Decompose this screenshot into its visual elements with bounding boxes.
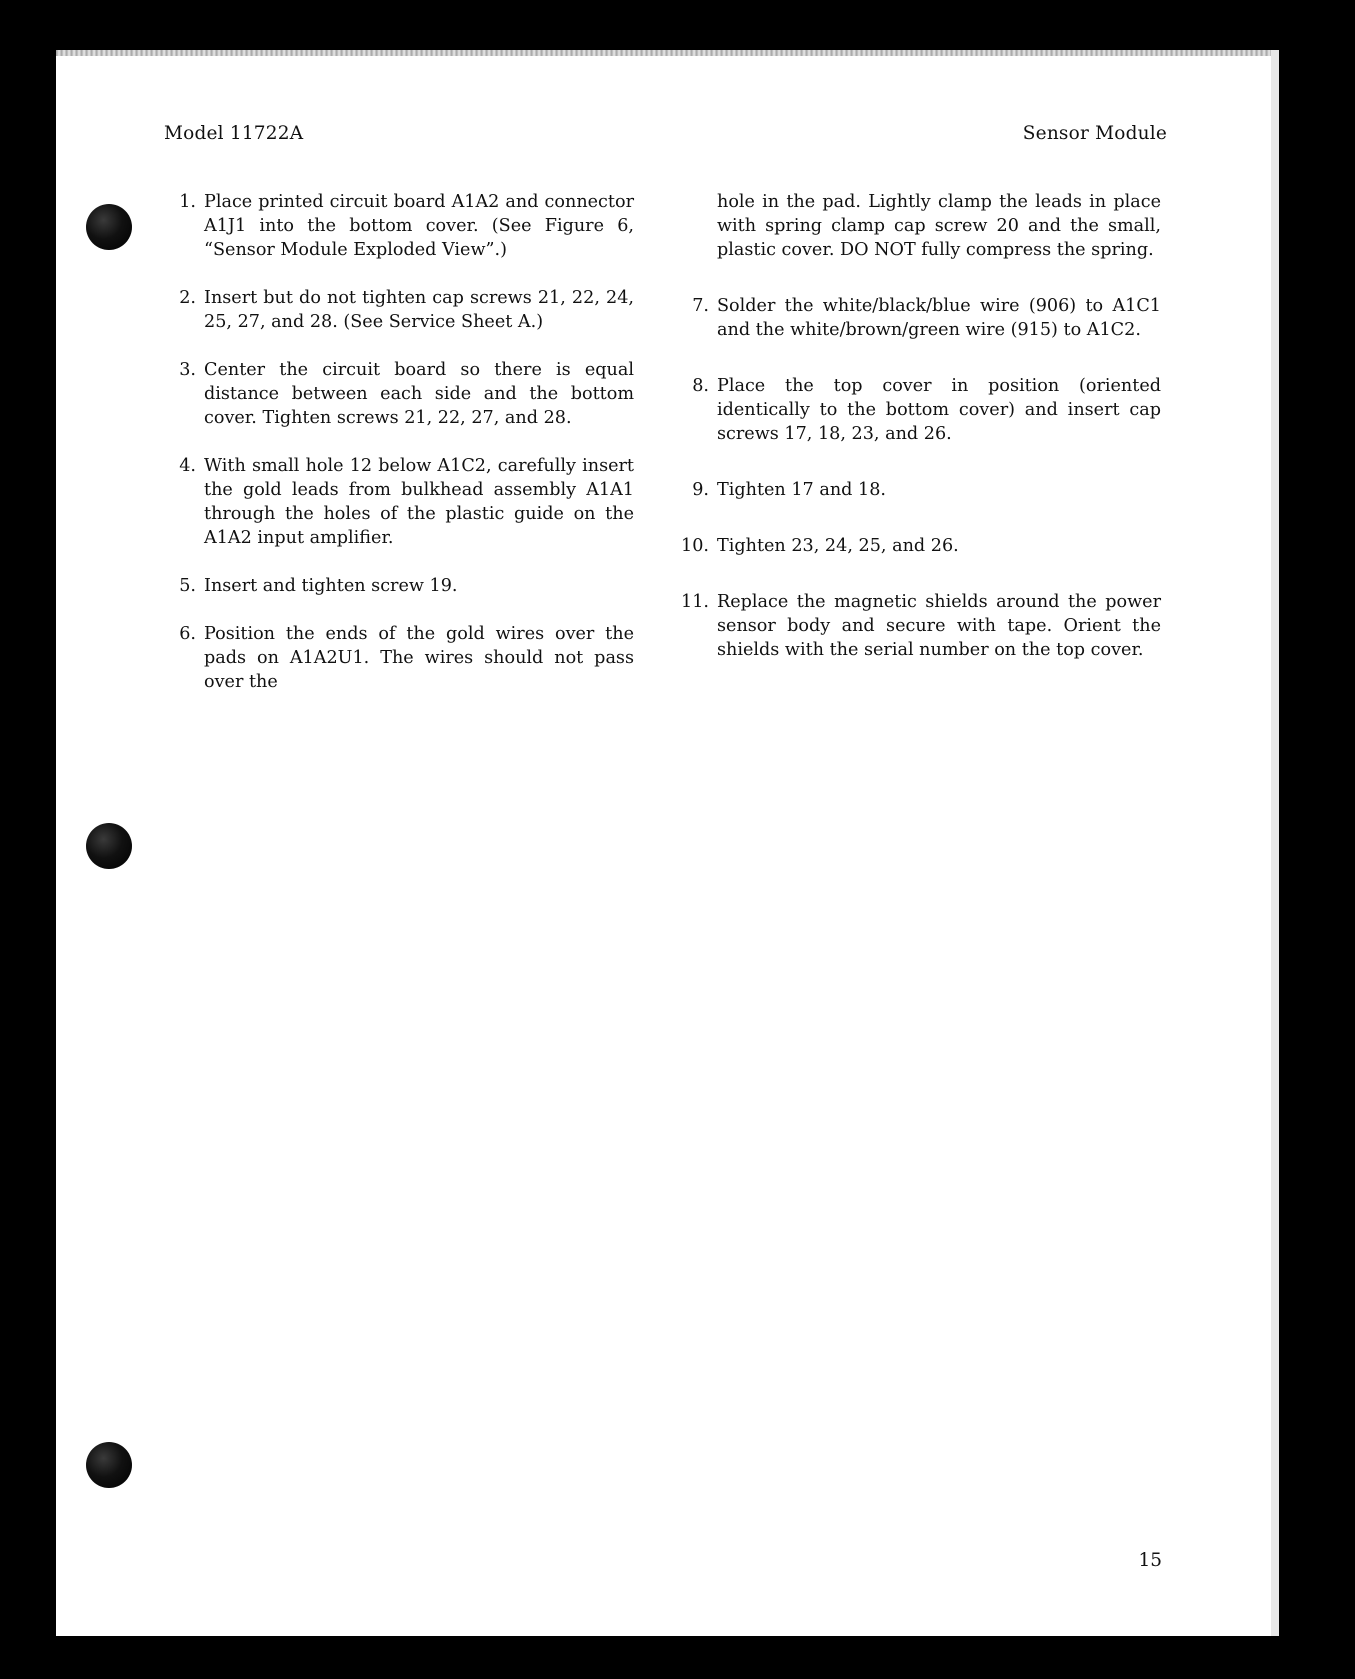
step-number: 9.	[692, 480, 709, 500]
binder-hole-icon	[86, 1442, 132, 1488]
left-column	[166, 190, 634, 718]
step-number: 4.	[179, 456, 196, 476]
step-7	[679, 294, 1161, 342]
step-number: 3.	[179, 360, 196, 380]
step-5	[166, 574, 634, 598]
step-8	[679, 374, 1161, 446]
step-text: Place printed circuit board A1A2 and connector A1J1 into the bottom cover. (See Figure 6, “Sensor Module Exploded View”.)	[204, 192, 634, 260]
step-1	[166, 190, 634, 262]
step-9	[679, 478, 1161, 502]
step-number: 10.	[681, 536, 709, 556]
binder-hole-icon	[86, 823, 132, 869]
header-model: Model 11722A	[164, 123, 304, 144]
step-6	[166, 622, 634, 694]
step-number: 7.	[692, 296, 709, 316]
scan-edge-right	[1271, 50, 1279, 1636]
step-number: 8.	[692, 376, 709, 396]
step-text: Center the circuit board so there is equal distance between each side and the bottom cover. Tighten screws 21, 22, 27, and 28.	[204, 360, 634, 428]
step-number: 1.	[179, 192, 196, 212]
step-number: 6.	[179, 624, 196, 644]
step-2	[166, 286, 634, 334]
right-column	[679, 190, 1161, 694]
step-10	[679, 534, 1161, 558]
step-text: Replace the magnetic shields around the power sensor body and secure with tape. Orient the shields with the serial number on the top cover.	[717, 592, 1161, 660]
step-text: Tighten 17 and 18.	[717, 480, 886, 500]
document-page	[56, 50, 1279, 1636]
page-number: 15	[1138, 1550, 1162, 1571]
step-text: Solder the white/black/blue wire (906) to A1C1 and the white/brown/green wire (915) to A1C2.	[717, 296, 1161, 340]
step-number: 5.	[179, 576, 196, 596]
step-4	[166, 454, 634, 550]
binder-hole-icon	[86, 204, 132, 250]
step-3	[166, 358, 634, 430]
step-11	[679, 590, 1161, 662]
step-text: Place the top cover in position (oriented identically to the bottom cover) and insert cap screws 17, 18, 23, and 26.	[717, 376, 1161, 444]
step-number: 11.	[681, 592, 709, 612]
step-number: 2.	[179, 288, 196, 308]
step-6-continuation: hole in the pad. Lightly clamp the leads in place with spring clamp cap screw 20 and the small, plastic cover. DO NOT fully compress the spring.	[717, 192, 1161, 260]
step-text: With small hole 12 below A1C2, carefully insert the gold leads from bulkhead assembly A1A1 through the holes of the plastic guide on the A1A2 input amplifier.	[204, 456, 634, 548]
step-text: Insert and tighten screw 19.	[204, 576, 458, 596]
step-text: Position the ends of the gold wires over the pads on A1A2U1. The wires should not pass over the	[204, 624, 634, 692]
scan-edge-top	[56, 50, 1279, 56]
header-section: Sensor Module	[1022, 123, 1167, 144]
step-text: Insert but do not tighten cap screws 21, 22, 24, 25, 27, and 28. (See Service Sheet A.)	[204, 288, 634, 332]
step-text: Tighten 23, 24, 25, and 26.	[717, 536, 959, 556]
